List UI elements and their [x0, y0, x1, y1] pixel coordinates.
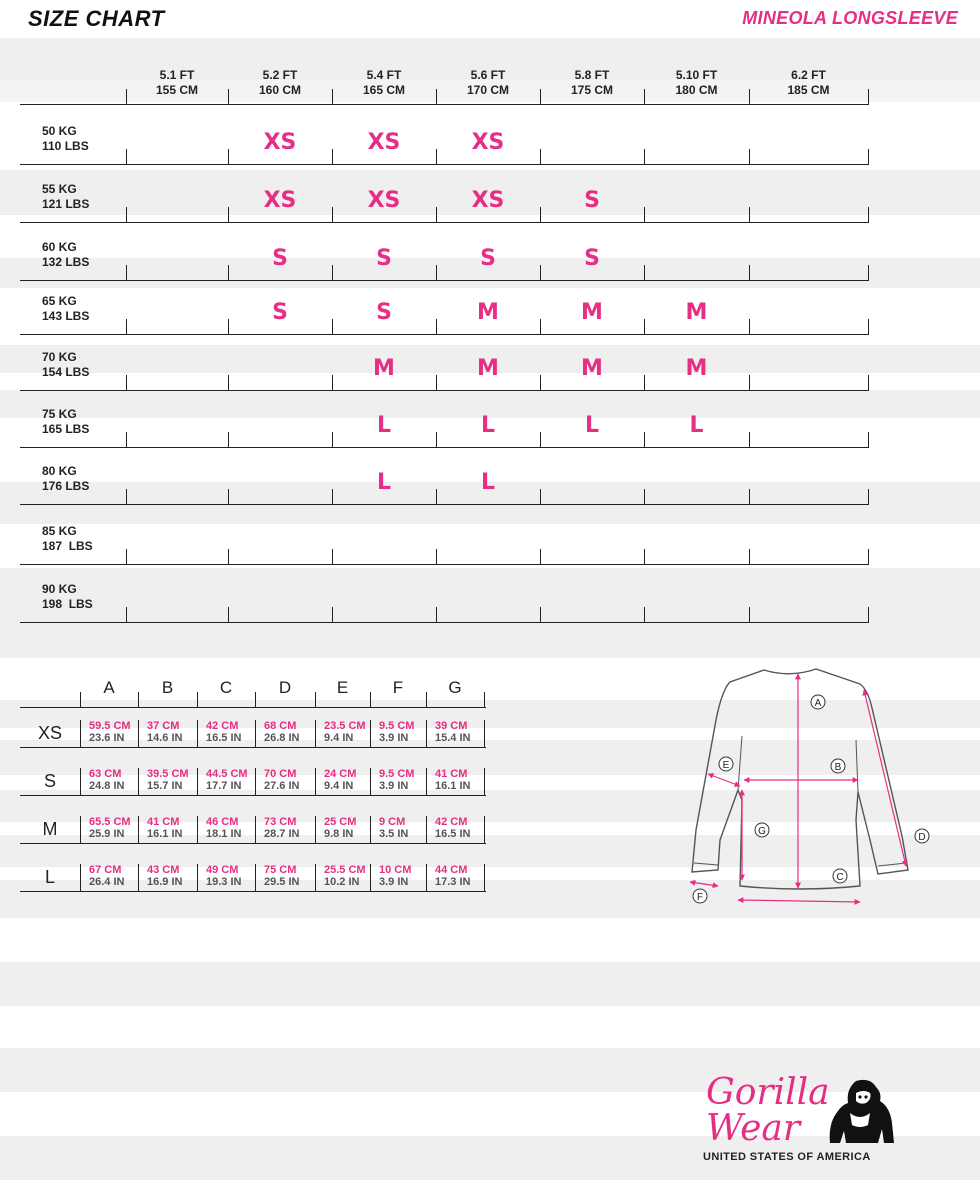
- measurement-in: 23.6 IN: [89, 732, 125, 744]
- measurement-row: [20, 718, 486, 748]
- measurement-cm: 67 CM: [89, 864, 122, 876]
- column-tick: [868, 319, 869, 335]
- height-header-0: [126, 60, 228, 105]
- size-cell: [332, 290, 436, 335]
- measurement-in: 3.9 IN: [379, 780, 409, 792]
- size-value: S: [480, 246, 496, 271]
- measurement-cell: [138, 720, 182, 744]
- size-cell: [332, 346, 436, 391]
- size-cell: [540, 460, 644, 505]
- height-ft: 5.1 FT: [159, 67, 195, 82]
- measurement-size-label: M: [42, 819, 58, 839]
- measurement-row: [20, 766, 486, 796]
- measurement-in: 25.9 IN: [89, 828, 125, 840]
- column-tick: [868, 375, 869, 391]
- measurement-header: [20, 676, 486, 708]
- weight-kg: 75 KG: [42, 407, 77, 421]
- size-cell: [126, 520, 228, 565]
- measurement-size-label: L: [44, 867, 55, 887]
- size-cell: [436, 460, 540, 505]
- gorilla-icon: [826, 1077, 896, 1147]
- weight-lbs: 154 LBS: [42, 365, 90, 379]
- size-value: L: [376, 470, 392, 495]
- measurement-cell: [80, 816, 131, 840]
- size-cell: [332, 578, 436, 623]
- measurement-cell: [255, 720, 299, 744]
- weight-row: [20, 578, 869, 623]
- measurement-cell: [255, 768, 299, 792]
- measurement-cm: 63 CM: [89, 768, 122, 780]
- size-cell: [749, 578, 868, 623]
- size-cell: [228, 236, 332, 281]
- measurement-cell: [197, 816, 241, 840]
- label-g: [755, 823, 769, 837]
- size-value: XS: [367, 188, 401, 213]
- size-cell: [126, 460, 228, 505]
- size-value: S: [272, 300, 288, 325]
- measurement-cm: 73 CM: [264, 816, 297, 828]
- size-cell: [436, 236, 540, 281]
- measurement-cm: 41 CM: [435, 768, 468, 780]
- measurement-cm: 65.5 CM: [89, 816, 131, 828]
- weight-row: [20, 290, 869, 335]
- height-ft: 5.4 FT: [366, 67, 402, 82]
- size-value: L: [584, 413, 600, 438]
- measurement-column-label: E: [336, 678, 349, 697]
- label-b: [831, 759, 845, 773]
- size-cell: [228, 346, 332, 391]
- measurement-cell: [370, 720, 414, 744]
- size-cell: [540, 520, 644, 565]
- measurement-cell: [80, 864, 124, 888]
- height-cm: 180 CM: [675, 82, 718, 97]
- size-cell: [332, 460, 436, 505]
- height-ft: 5.8 FT: [574, 67, 610, 82]
- size-cell: [749, 290, 868, 335]
- svg-text:E: E: [722, 760, 730, 771]
- measurement-cm: 44 CM: [435, 864, 468, 876]
- size-cell: [644, 578, 749, 623]
- weight-kg: 70 KG: [42, 350, 77, 364]
- measurement-cell: [197, 720, 241, 744]
- measurement-cm: 75 CM: [264, 864, 297, 876]
- weight-kg: 55 KG: [42, 182, 77, 196]
- size-cell: [332, 236, 436, 281]
- size-cell: [436, 290, 540, 335]
- size-value: S: [584, 246, 600, 271]
- svg-text:A: A: [814, 698, 822, 709]
- measurement-cm: 42 CM: [435, 816, 468, 828]
- measurement-row: [20, 814, 486, 844]
- row-divider: [20, 795, 486, 796]
- column-tick: [868, 549, 869, 565]
- measurement-in: 16.1 IN: [147, 828, 183, 840]
- measurement-in: 15.7 IN: [147, 780, 183, 792]
- size-cell: [228, 578, 332, 623]
- size-value: M: [477, 300, 499, 325]
- size-cell: [228, 460, 332, 505]
- measurement-column-label: A: [103, 678, 115, 697]
- measurement-cm: 59.5 CM: [89, 720, 131, 732]
- size-cell: [228, 290, 332, 335]
- size-cell: [749, 236, 868, 281]
- size-cell: [126, 178, 228, 223]
- height-header-4: [540, 60, 644, 105]
- weight-kg: 85 KG: [42, 524, 77, 538]
- size-value: M: [477, 356, 499, 381]
- weight-lbs: 110 LBS: [42, 139, 89, 153]
- measurement-cell: [138, 768, 189, 792]
- weight-kg: 60 KG: [42, 240, 77, 254]
- weight-lbs: 143 LBS: [42, 309, 90, 323]
- measurement-cm: 10 CM: [379, 864, 412, 876]
- measurement-cm: 25.5 CM: [324, 864, 366, 876]
- size-value: S: [376, 246, 392, 271]
- size-cell: [644, 346, 749, 391]
- label-a: [811, 695, 825, 709]
- measurement-in: 26.8 IN: [264, 732, 300, 744]
- measurement-in: 16.1 IN: [435, 780, 471, 792]
- size-cell: [126, 120, 228, 165]
- column-tick: [868, 432, 869, 448]
- size-cell: [228, 120, 332, 165]
- height-cm: 175 CM: [570, 82, 614, 97]
- size-cell: [228, 520, 332, 565]
- size-value: S: [376, 300, 392, 325]
- size-value: XS: [471, 188, 505, 213]
- size-cell: [540, 346, 644, 391]
- size-value: XS: [471, 130, 505, 155]
- size-cell: [126, 290, 228, 335]
- weight-row: [20, 236, 869, 281]
- height-header-6: [749, 60, 868, 105]
- size-cell: [644, 178, 749, 223]
- measurement-cm: 24 CM: [324, 768, 357, 780]
- size-cell: [644, 460, 749, 505]
- measurement-column-label: B: [161, 678, 174, 697]
- weight-lbs: 121 LBS: [42, 197, 90, 211]
- weight-label: [42, 294, 89, 324]
- measurement-cm: 43 CM: [147, 864, 180, 876]
- product-name: MINEOLA LONGSLEEVE: [742, 8, 958, 28]
- measurement-cell: [255, 816, 299, 840]
- measurement-size-label: XS: [37, 723, 62, 743]
- size-value: L: [376, 413, 392, 438]
- measurement-in: 17.7 IN: [206, 780, 242, 792]
- weight-label: [42, 350, 89, 380]
- measurement-in: 3.9 IN: [379, 732, 409, 744]
- size-cell: [436, 178, 540, 223]
- weight-row: [20, 403, 869, 448]
- measurement-cm: 70 CM: [264, 768, 297, 780]
- weight-label: [42, 240, 89, 270]
- size-cell: [644, 120, 749, 165]
- size-value: S: [272, 246, 288, 271]
- measurement-cm: 49 CM: [206, 864, 239, 876]
- column-tick: [484, 816, 485, 844]
- height-header-row: [20, 60, 869, 105]
- measurement-in: 26.4 IN: [89, 876, 125, 888]
- weight-label: [42, 407, 89, 437]
- weight-row: [20, 520, 869, 565]
- measurement-in: 17.3 IN: [435, 876, 471, 888]
- height-cm: 170 CM: [466, 82, 510, 97]
- size-cell: [540, 236, 644, 281]
- height-header-5: [644, 60, 749, 105]
- size-cell: [436, 346, 540, 391]
- height-cm: 165 CM: [362, 82, 406, 97]
- measurement-cell: [315, 720, 366, 744]
- size-value: XS: [263, 130, 297, 155]
- column-tick: [868, 149, 869, 165]
- measurement-cell: [197, 864, 241, 888]
- brand-logo: [700, 1072, 900, 1170]
- measurement-cm: 39.5 CM: [147, 768, 189, 780]
- size-cell: [332, 120, 436, 165]
- size-cell: [436, 578, 540, 623]
- weight-kg: 90 KG: [42, 582, 77, 596]
- measurement-cm: 37 CM: [147, 720, 180, 732]
- measurement-row: [20, 862, 486, 892]
- size-cell: [332, 178, 436, 223]
- weight-lbs: 132 LBS: [42, 255, 90, 269]
- height-cm: 185 CM: [787, 82, 830, 97]
- size-cell: [749, 460, 868, 505]
- measurement-in: 9.4 IN: [324, 732, 354, 744]
- measurement-cell: [315, 816, 356, 840]
- measurement-cm: 9.5 CM: [379, 720, 415, 732]
- label-c: [833, 869, 847, 883]
- size-cell: [644, 290, 749, 335]
- svg-text:G: G: [758, 826, 766, 837]
- measurement-cell: [426, 720, 470, 744]
- measurement-cell: [426, 816, 470, 840]
- measurement-in: 10.2 IN: [324, 876, 360, 888]
- measurement-column-label: G: [448, 678, 462, 697]
- header-divider: [20, 707, 486, 708]
- brand-subtitle: UNITED STATES OF AMERICA: [703, 1151, 871, 1163]
- measurement-in: 27.6 IN: [264, 780, 300, 792]
- size-cell: [436, 403, 540, 448]
- measurement-in: 9.4 IN: [324, 780, 354, 792]
- weight-row: [20, 178, 869, 223]
- height-header-3: [436, 60, 540, 105]
- measurement-in: 3.9 IN: [379, 876, 409, 888]
- size-value: L: [480, 413, 496, 438]
- svg-text:C: C: [836, 872, 844, 883]
- svg-text:D: D: [918, 832, 926, 843]
- measurement-cm: 46 CM: [206, 816, 239, 828]
- column-tick: [484, 768, 485, 796]
- size-cell: [644, 236, 749, 281]
- measurement-in: 28.7 IN: [264, 828, 300, 840]
- size-cell: [644, 520, 749, 565]
- page-title: SIZE CHART: [28, 6, 165, 31]
- size-value: L: [480, 470, 496, 495]
- measurement-cell: [315, 768, 356, 792]
- row-divider: [20, 891, 486, 892]
- size-value: XS: [263, 188, 297, 213]
- svg-text:F: F: [696, 892, 704, 903]
- measurement-cell: [255, 864, 299, 888]
- size-cell: [228, 178, 332, 223]
- row-divider: [20, 747, 486, 748]
- column-tick: [484, 720, 485, 748]
- size-cell: [749, 520, 868, 565]
- height-ft: 6.2 FT: [791, 67, 826, 82]
- measurement-in: 16.5 IN: [435, 828, 471, 840]
- column-tick: [868, 489, 869, 505]
- size-cell: [436, 120, 540, 165]
- column-tick: [484, 864, 485, 892]
- measurement-column-label: C: [219, 678, 233, 697]
- measurement-in: 19.3 IN: [206, 876, 242, 888]
- measurement-cm: 42 CM: [206, 720, 239, 732]
- measurement-in: 15.4 IN: [435, 732, 471, 744]
- size-cell: [332, 520, 436, 565]
- measurement-in: 16.5 IN: [206, 732, 242, 744]
- size-value: XS: [367, 130, 401, 155]
- measurement-cell: [426, 864, 470, 888]
- brand-wordmark: Gorilla Wear: [706, 1072, 830, 1149]
- size-cell: [126, 346, 228, 391]
- measurement-in: 29.5 IN: [264, 876, 300, 888]
- size-cell: [228, 403, 332, 448]
- weight-kg: 65 KG: [42, 294, 77, 308]
- size-cell: [749, 346, 868, 391]
- measurement-cell: [315, 864, 366, 888]
- weight-row: [20, 120, 869, 165]
- row-divider: [20, 843, 486, 844]
- size-cell: [540, 578, 644, 623]
- measurement-in: 18.1 IN: [206, 828, 242, 840]
- weight-label: [42, 182, 89, 212]
- size-cell: [126, 578, 228, 623]
- measurement-in: 24.8 IN: [89, 780, 125, 792]
- weight-label: [42, 124, 89, 154]
- column-tick: [868, 207, 869, 223]
- measurement-cell: [138, 816, 182, 840]
- measurement-cell: [80, 768, 124, 792]
- size-cell: [540, 178, 644, 223]
- measurement-in: 14.6 IN: [147, 732, 183, 744]
- measurement-cm: 25 CM: [324, 816, 357, 828]
- measurement-cell: [138, 864, 182, 888]
- weight-lbs: 187 LBS: [42, 539, 93, 553]
- size-cell: [749, 120, 868, 165]
- weight-lbs: 176 LBS: [42, 479, 90, 493]
- height-header-1: [228, 60, 332, 105]
- column-tick: [484, 692, 485, 708]
- height-header-2: [332, 60, 436, 105]
- weight-lbs: 198 LBS: [42, 597, 93, 611]
- measurement-cell: [426, 768, 470, 792]
- size-value: M: [685, 356, 708, 381]
- size-value: S: [584, 188, 600, 213]
- garment-diagram: [680, 660, 940, 910]
- measurement-column-label: D: [278, 678, 292, 697]
- weight-row: [20, 346, 869, 391]
- measurement-cell: [80, 720, 131, 744]
- column-tick: [868, 89, 869, 105]
- measurement-cm: 41 CM: [147, 816, 180, 828]
- measurement-in: 3.5 IN: [379, 828, 409, 840]
- measurement-in: 9.8 IN: [324, 828, 354, 840]
- height-ft: 5.6 FT: [470, 67, 506, 82]
- size-cell: [644, 403, 749, 448]
- weight-label: [42, 464, 89, 494]
- weight-kg: 50 KG: [42, 124, 77, 138]
- size-cell: [126, 403, 228, 448]
- label-e: [719, 757, 733, 771]
- measurement-size-label: S: [43, 771, 56, 791]
- height-ft: 5.10 FT: [675, 67, 718, 82]
- measurement-cm: 23.5 CM: [324, 720, 366, 732]
- column-tick: [868, 265, 869, 281]
- measurement-cm: 44.5 CM: [206, 768, 248, 780]
- size-cell: [749, 403, 868, 448]
- weight-label: [42, 582, 93, 612]
- weight-row: [20, 460, 869, 505]
- measurement-cm: 9.5 CM: [379, 768, 415, 780]
- weight-lbs: 165 LBS: [42, 422, 90, 436]
- measurement-cm: 39 CM: [435, 720, 468, 732]
- size-cell: [749, 178, 868, 223]
- measurement-cm: 68 CM: [264, 720, 297, 732]
- svg-text:B: B: [834, 762, 842, 773]
- size-value: L: [689, 413, 704, 438]
- size-value: M: [581, 300, 603, 325]
- measurement-cell: [370, 768, 414, 792]
- measurement-column-label: F: [392, 678, 404, 697]
- weight-label: [42, 524, 93, 554]
- height-cm: 160 CM: [258, 82, 302, 97]
- longsleeve-outline-icon: [680, 660, 940, 910]
- label-d: [915, 829, 929, 843]
- size-cell: [126, 236, 228, 281]
- height-ft: 5.2 FT: [262, 67, 298, 82]
- measurement-cell: [197, 768, 248, 792]
- size-cell: [540, 120, 644, 165]
- size-cell: [436, 520, 540, 565]
- column-tick: [868, 607, 869, 623]
- size-cell: [332, 403, 436, 448]
- measurement-cell: [370, 816, 408, 840]
- measurement-cell: [370, 864, 411, 888]
- size-cell: [540, 290, 644, 335]
- size-value: M: [581, 356, 603, 381]
- weight-kg: 80 KG: [42, 464, 77, 478]
- measurement-in: 16.9 IN: [147, 876, 183, 888]
- size-value: M: [373, 356, 395, 381]
- label-f: [693, 889, 707, 903]
- height-cm: 155 CM: [155, 82, 199, 97]
- size-value: M: [685, 300, 708, 325]
- size-cell: [540, 403, 644, 448]
- measurement-cm: 9 CM: [379, 816, 406, 828]
